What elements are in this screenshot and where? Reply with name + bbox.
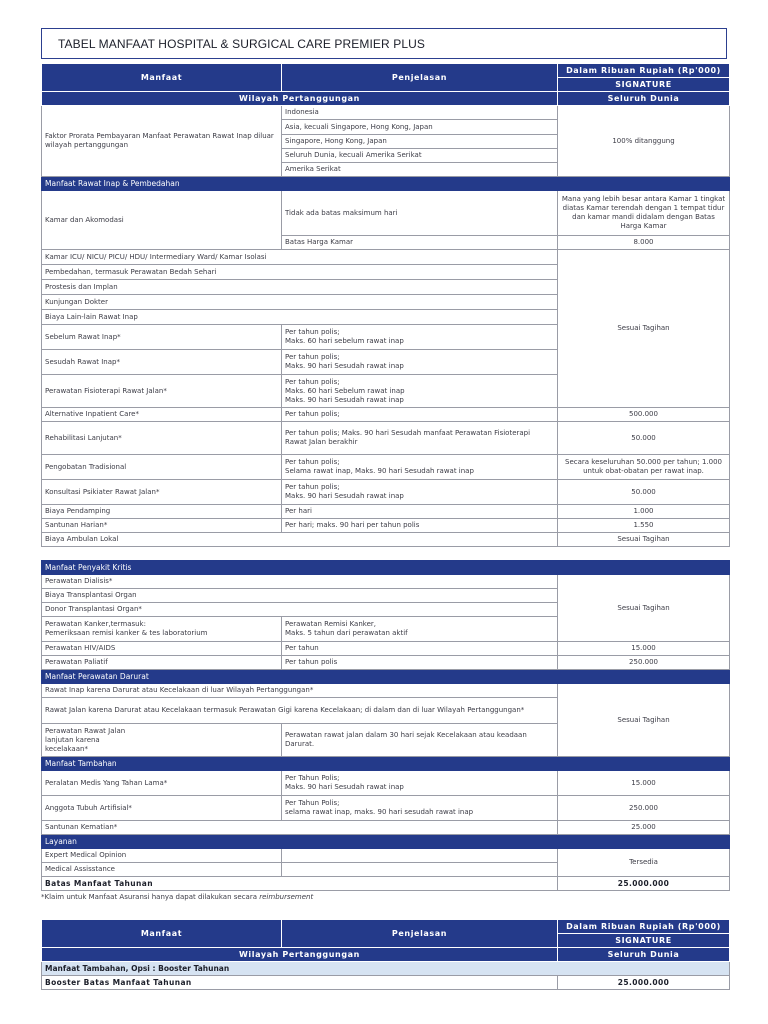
trad-desc: Per tahun polis; Selama rawat inap, Maks. 90 hari Sesudah rawat inap: [282, 455, 558, 480]
rehab-value: 50.000: [558, 422, 730, 455]
benefit-item: Prostesis dan Implan: [42, 280, 558, 295]
santunan-desc: Per hari; maks. 90 hari per tahun polis: [282, 519, 558, 533]
col-header-penjelasan: Penjelasan: [282, 920, 558, 948]
darurat-item: Rawat Inap karena Darurat atau Kecelakaan di luar Wilayah Pertanggungan*: [42, 684, 558, 698]
tubuh-value: 250.000: [558, 796, 730, 821]
benefit-item: Biaya Lain-lain Rawat Inap: [42, 310, 558, 325]
footnote: *Klaim untuk Manfaat Asuransi hanya dapat dilakukan secara reimbursement: [41, 893, 314, 901]
batas-kamar-value: 8.000: [558, 236, 730, 250]
region-item: Singapore, Hong Kong, Japan: [282, 135, 558, 149]
psik-desc: Per tahun polis; Maks. 90 hari Sesudah rawat inap: [282, 480, 558, 505]
lanjutan-label: Perawatan Rawat Jalan lanjutan karena kecelakaan*: [42, 724, 282, 757]
fisio-label: Perawatan Fisioterapi Rawat Jalan*: [42, 375, 282, 408]
lanjutan-desc: Perawatan rawat jalan dalam 30 hari sejak Kecelakaan atau keadaan Darurat.: [282, 724, 558, 757]
pendamping-value: 1.000: [558, 505, 730, 519]
medis-label: Peralatan Medis Yang Tahan Lama*: [42, 771, 282, 796]
benefit-item: Kamar ICU/ NICU/ PICU/ HDU/ Intermediary Ward/ Kamar Isolasi: [42, 250, 558, 265]
kanker-label: Perawatan Kanker,termasuk: Pemeriksaan remisi kanker & tes laboratorium: [42, 617, 282, 642]
darurat-item: Rawat Jalan karena Darurat atau Kecelakaan termasuk Perawatan Gigi karena Kecelakaan; di dalam dan di luar Wilayah Pertanggungan*: [42, 698, 558, 724]
sebelum-label: Sebelum Rawat Inap*: [42, 325, 282, 350]
kritis-item: Perawatan Dialisis*: [42, 575, 558, 589]
santunan-label: Santunan Harian*: [42, 519, 282, 533]
trad-value: Secara keseluruhan 50.000 per tahun; 1.000 untuk obat-obatan per rawat inap.: [558, 455, 730, 480]
hiv-desc: Per tahun: [282, 642, 558, 656]
col-header-plan: SIGNATURE: [558, 934, 730, 948]
darurat-sesuai-value: Sesuai Tagihan: [558, 684, 730, 757]
kamar-value: Mana yang lebih besar antara Kamar 1 tingkat diatas Kamar terendah dengan 1 tempat tidur dan kamar mandi didalam dengan Batas Harga Kamar: [558, 191, 730, 236]
col-header-manfaat: Manfaat: [42, 920, 282, 948]
kematian-label: Santunan Kematian*: [42, 821, 558, 835]
tubuh-desc: Per Tahun Polis; selama rawat inap, maks. 90 hari sesudah rawat inap: [282, 796, 558, 821]
region-item: Seluruh Dunia, kecuali Amerika Serikat: [282, 149, 558, 163]
benefit-table: [41, 63, 730, 547]
kamar-desc: Tidak ada batas maksimum hari: [282, 191, 558, 236]
layanan-item: Expert Medical Opinion: [42, 849, 282, 863]
medis-value: 15.000: [558, 771, 730, 796]
santunan-value: 1.550: [558, 519, 730, 533]
section-kritis: Manfaat Penyakit Kritis: [42, 561, 730, 575]
col-header-penjelasan: Penjelasan: [282, 64, 558, 92]
col-header-currency: Dalam Ribuan Rupiah (Rp'000): [558, 64, 730, 78]
region-item: Asia, kecuali Singapore, Hong Kong, Japan: [282, 120, 558, 135]
kematian-value: 25.000: [558, 821, 730, 835]
paliatif-label: Perawatan Paliatif: [42, 656, 282, 670]
wilayah-label: Wilayah Pertanggungan: [42, 92, 558, 106]
batas-manfaat-value: 25.000.000: [558, 877, 730, 891]
kamar-label: Kamar dan Akomodasi: [42, 191, 282, 250]
region-item: Amerika Serikat: [282, 163, 558, 177]
fisio-desc: Per tahun polis; Maks. 60 hari Sebelum rawat inap Maks. 90 hari Sesudah rawat inap: [282, 375, 558, 408]
section-tambahan: Manfaat Tambahan: [42, 757, 730, 771]
kritis-item: Biaya Transplantasi Organ: [42, 589, 558, 603]
alt-label: Alternative Inpatient Care*: [42, 408, 282, 422]
psik-label: Konsultasi Psikiater Rawat Jalan*: [42, 480, 282, 505]
booster-value: 25.000.000: [558, 976, 730, 990]
faktor-label: Faktor Prorata Pembayaran Manfaat Perawatan Rawat Inap diluar wilayah pertanggungan: [42, 106, 282, 177]
wilayah-value: Seluruh Dunia: [558, 948, 730, 962]
medis-desc: Per Tahun Polis; Maks. 90 hari Sesudah rawat inap: [282, 771, 558, 796]
benefit-item: Pembedahan, termasuk Perawatan Bedah Sehari: [42, 265, 558, 280]
trad-label: Pengobatan Tradisional: [42, 455, 282, 480]
batas-manfaat-label: Batas Manfaat Tahunan: [42, 877, 558, 891]
kritis-item: Donor Transplantasi Organ*: [42, 603, 558, 617]
section-booster: Manfaat Tambahan, Opsi : Booster Tahunan: [42, 962, 730, 976]
col-header-plan: SIGNATURE: [558, 78, 730, 92]
document-title: TABEL MANFAAT HOSPITAL & SURGICAL CARE PREMIER PLUS: [41, 28, 727, 59]
pendamping-label: Biaya Pendamping: [42, 505, 282, 519]
tubuh-label: Anggota Tubuh Artifisial*: [42, 796, 282, 821]
region-item: Indonesia: [282, 106, 558, 120]
ambulan-value: Sesuai Tagihan: [558, 533, 730, 547]
ambulan-label: Biaya Ambulan Lokal: [42, 533, 558, 547]
booster-label: Booster Batas Manfaat Tahunan: [42, 976, 558, 990]
section-layanan: Layanan: [42, 835, 730, 849]
pendamping-desc: Per hari: [282, 505, 558, 519]
hiv-value: 15.000: [558, 642, 730, 656]
section-darurat: Manfaat Perawatan Darurat: [42, 670, 730, 684]
faktor-value: 100% ditanggung: [558, 106, 730, 177]
hiv-label: Perawatan HIV/AIDS: [42, 642, 282, 656]
sebelum-desc: Per tahun polis; Maks. 60 hari sebelum rawat inap: [282, 325, 558, 350]
sesudah-desc: Per tahun polis; Maks. 90 hari Sesudah rawat inap: [282, 350, 558, 375]
booster-table: [41, 919, 730, 990]
col-header-manfaat: Manfaat: [42, 64, 282, 92]
kritis-sesuai-value: Sesuai Tagihan: [558, 575, 730, 642]
layanan-empty: [282, 849, 558, 863]
layanan-value: Tersedia: [558, 849, 730, 877]
layanan-empty: [282, 863, 558, 877]
alt-desc: Per tahun polis;: [282, 408, 558, 422]
benefit-table-continued: [41, 560, 730, 891]
wilayah-value: Seluruh Dunia: [558, 92, 730, 106]
rehab-label: Rehabilitasi Lanjutan*: [42, 422, 282, 455]
paliatif-desc: Per tahun polis: [282, 656, 558, 670]
layanan-item: Medical Assisstance: [42, 863, 282, 877]
rehab-desc: Per tahun polis; Maks. 90 hari Sesudah manfaat Perawatan Fisioterapi Rawat Jalan berakhir: [282, 422, 558, 455]
col-header-currency: Dalam Ribuan Rupiah (Rp'000): [558, 920, 730, 934]
kanker-desc: Perawatan Remisi Kanker, Maks. 5 tahun dari perawatan aktif: [282, 617, 558, 642]
benefit-item: Kunjungan Dokter: [42, 295, 558, 310]
sesudah-label: Sesudah Rawat Inap*: [42, 350, 282, 375]
section-rawat-inap: Manfaat Rawat Inap & Pembedahan: [42, 177, 730, 191]
psik-value: 50.000: [558, 480, 730, 505]
alt-value: 500.000: [558, 408, 730, 422]
sesuai-tagihan-value: Sesuai Tagihan: [558, 250, 730, 408]
paliatif-value: 250.000: [558, 656, 730, 670]
batas-kamar-desc: Batas Harga Kamar: [282, 236, 558, 250]
wilayah-label: Wilayah Pertanggungan: [42, 948, 558, 962]
